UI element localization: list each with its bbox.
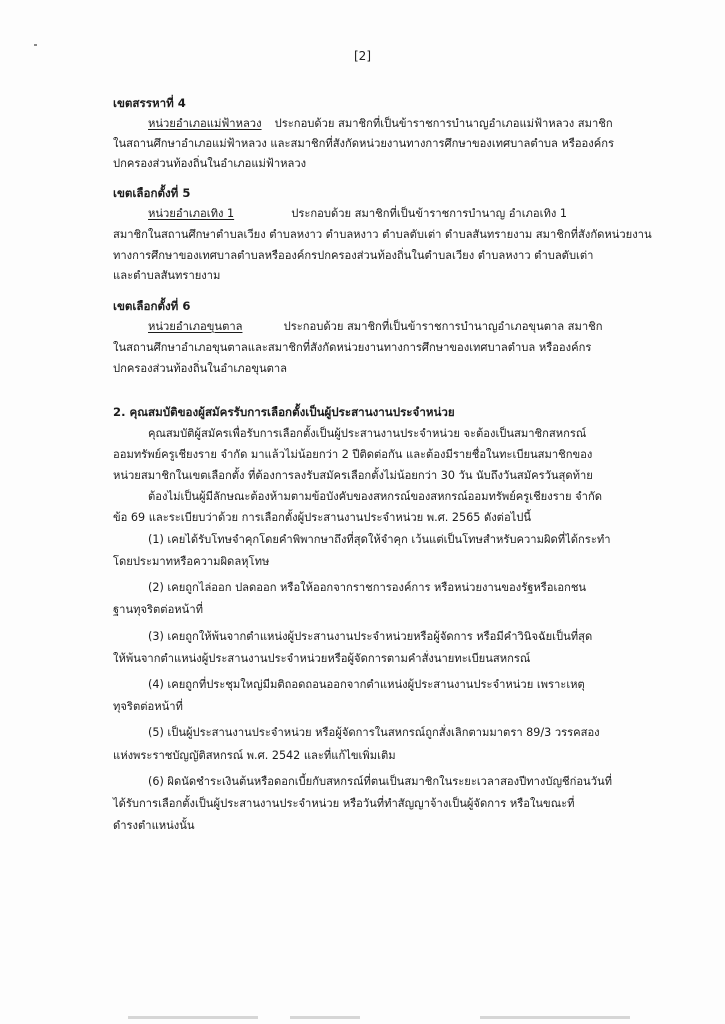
section2-p1-line3: หน่วยสมาชิกในเขตเลือกตั้ง ที่ต้องการลงรับสมัครเลือกตั้งไม่น้อยกว่า 30 วัน นับถึงวันสมัครวันสุดท้าย xyxy=(113,469,593,482)
item-5-line2: แห่งพระราชบัญญัติสหกรณ์ พ.ศ. 2542 และที่แก้ไขเพิ่มเติม xyxy=(113,749,396,762)
zone5-line4: และตำบลสันทรายงาม xyxy=(113,269,221,282)
item-1-line1: (1) เคยได้รับโทษจำคุกโดยคำพิพากษาถึงที่สุดให้จำคุก เว้นแต่เป็นโทษสำหรับความผิดที่ได้กระทำ xyxy=(148,533,611,546)
zone5-text1: ประกอบด้วย สมาชิกที่เป็นข้าราชการบำนาญ อำเภอเทิง 1 xyxy=(291,207,567,220)
zone6-heading: เขตเลือกตั้งที่ 6 xyxy=(113,299,191,313)
section2-p2-line1: ต้องไม่เป็นผู้มีลักษณะต้องห้ามตามข้อบังคับของสหกรณ์ของสหกรณ์ออมทรัพย์ครูเชียงราย จำกัด xyxy=(148,490,602,503)
item-5-line1: (5) เป็นผู้ประสานงานประจำหน่วย หรือผู้จัดการในสหกรณ์ถูกสั่งเลิกตามมาตรา 89/3 วรรคสอง xyxy=(148,726,600,739)
section2-p2-line2: ข้อ 69 และระเบียบว่าด้วย การเลือกตั้งผู้ประสานงานประจำหน่วย พ.ศ. 2565 ดังต่อไปนี้ xyxy=(113,511,532,524)
zone4-unit: หน่วยอำเภอแม่ฟ้าหลวง xyxy=(148,117,262,130)
section2-p1-line1: คุณสมบัติผู้สมัครเพื่อรับการเลือกตั้งเป็นผู้ประสานงานประจำหน่วย จะต้องเป็นสมาชิกสหกรณ์ xyxy=(148,427,587,440)
item-2-line1: (2) เคยถูกไล่ออก ปลดออก หรือให้ออกจากราชการองค์การ หรือหน่วยงานของรัฐหรือเอกชน xyxy=(148,581,587,594)
item-6-line2: ได้รับการเลือกตั้งเป็นผู้ประสานงานประจำหน่วย หรือวันที่ทำสัญญาจ้างเป็นผู้จัดการ หรือในขณะที่ xyxy=(113,797,575,810)
item-3-line1: (3) เคยถูกให้พ้นจากตำแหน่งผู้ประสานงานประจำหน่วยหรือผู้จัดการ หรือมีคำวินิจฉัยเป็นที่สุด xyxy=(148,630,593,643)
item-4-line2: ทุจริตต่อหน้าที่ xyxy=(113,700,183,713)
section2-heading: 2. คุณสมบัติของผู้สมัครรับการเลือกตั้งเป็นผู้ประสานงานประจำหน่วย xyxy=(113,405,455,419)
zone6-line2: ในสถานศึกษาอำเภอขุนตาลและสมาชิกที่สังกัดหน่วยงานทางการศึกษาของเทศบาลตำบล หรือองค์กร xyxy=(113,341,592,354)
zone5-line2: สมาชิกในสถานศึกษาตำบลเวียง ตำบลหงาว ตำบลหงาว ตำบลตับเต่า ตำบลสันทรายงาม สมาชิกที่สังกัดหน่วยงาน xyxy=(113,228,652,241)
item-3-line2: ให้พ้นจากตำแหน่งผู้ประสานงานประจำหน่วยหรือผู้จัดการตามคำสั่งนายทะเบียนสหกรณ์ xyxy=(113,652,531,665)
page-number: [2] xyxy=(354,49,371,63)
item-6-line1: (6) ผิดนัดชำระเงินต้นหรือดอกเบี้ยกับสหกรณ์ที่ตนเป็นสมาชิกในระยะเวลาสองปีทางบัญชีก่อนวันที่ xyxy=(148,775,613,788)
scan-mark xyxy=(128,1016,258,1019)
scan-mark xyxy=(480,1016,630,1019)
zone6-unit: หน่วยอำเภอขุนตาล xyxy=(148,320,243,333)
item-1-line2: โดยประมาทหรือความผิดลหุโทษ xyxy=(113,555,270,568)
zone5-line1 xyxy=(148,206,567,221)
zone5-unit: หน่วยอำเภอเทิง 1 xyxy=(148,207,235,220)
zone4-line3: ปกครองส่วนท้องถิ่นในอำเภอแม่ฟ้าหลวง xyxy=(113,157,307,170)
zone4-line1 xyxy=(148,116,613,131)
item-6-line3: ดำรงตำแหน่งนั้น xyxy=(113,819,195,832)
zone5-line3: ทางการศึกษาของเทศบาลตำบลหรือองค์กรปกครองส่วนท้องถิ่นในตำบลเวียง ตำบลหงาว ตำบลตับเต่า xyxy=(113,249,594,262)
zone4-line2: ในสถานศึกษาอำเภอแม่ฟ้าหลวง และสมาชิกที่สังกัดหน่วยงานทางการศึกษาของเทศบาลตำบล หรือองค์กร xyxy=(113,137,614,150)
scan-mark xyxy=(290,1016,360,1019)
zone5-heading: เขตเลือกตั้งที่ 5 xyxy=(113,186,191,200)
item-2-line2: ฐานทุจริตต่อหน้าที่ xyxy=(113,603,203,616)
zone6-text1: ประกอบด้วย สมาชิกที่เป็นข้าราชการบำนาญอำเภอขุนตาล สมาชิก xyxy=(283,320,603,333)
zone4-text1: ประกอบด้วย สมาชิกที่เป็นข้าราชการบำนาญอำเภอแม่ฟ้าหลวง สมาชิก xyxy=(274,117,613,130)
section2-p1-line2: ออมทรัพย์ครูเชียงราย จำกัด มาแล้วไม่น้อยกว่า 2 ปีติดต่อกัน และต้องมีรายชื่อในทะเบียนสมาชิกของ xyxy=(113,448,593,461)
zone4-heading: เขตสรรหาที่ 4 xyxy=(113,96,186,110)
zone6-line3: ปกครองส่วนท้องถิ่นในอำเภอขุนตาล xyxy=(113,362,288,375)
zone6-line1 xyxy=(148,319,603,334)
item-4-line1: (4) เคยถูกที่ประชุมใหญ่มีมติถอดถอนออกจากตำแหน่งผู้ประสานงานประจำหน่วย เพราะเหตุ xyxy=(148,678,585,691)
scan-speck xyxy=(34,44,37,46)
